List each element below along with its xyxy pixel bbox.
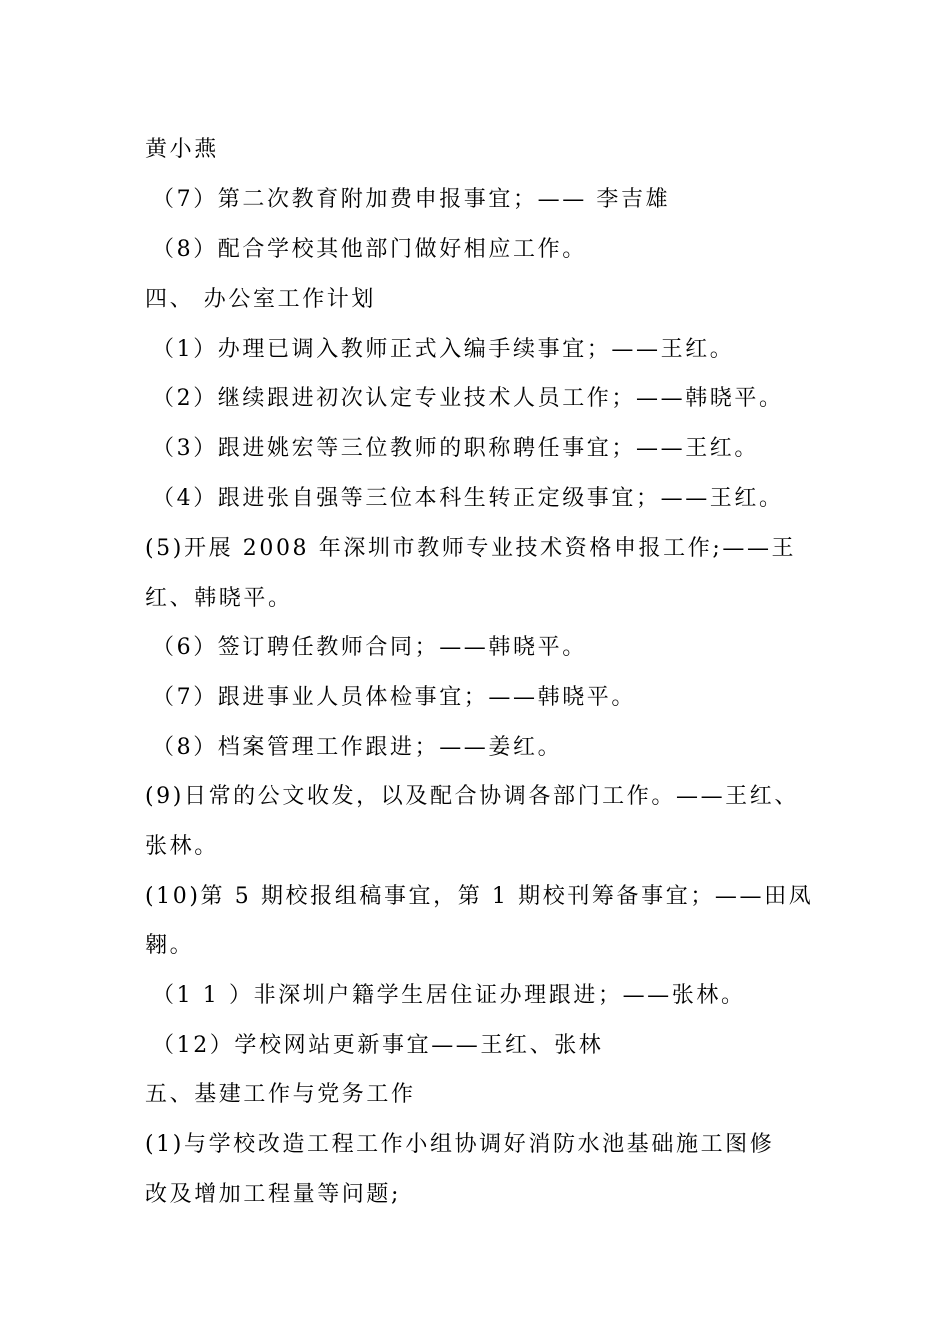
text-line: 红、韩晓平。 xyxy=(145,586,293,611)
text-line: 张林。 xyxy=(145,834,219,859)
text-line: (10)第 5 期校报组稿事宜，第 1 期校刊筹备事宜；——田凤 xyxy=(145,884,814,909)
text-line: (1)与学校改造工程工作小组协调好消防水池基础施工图修 xyxy=(145,1132,775,1157)
text-line: （12）学校网站更新事宜——王红、张林 xyxy=(152,1033,604,1058)
text-line: 改及增加工程量等问题; xyxy=(145,1182,402,1207)
text-line: (5)开展 2008 年深圳市教师专业技术资格申报工作;——王 xyxy=(145,536,797,561)
text-line: 翱。 xyxy=(145,933,195,958)
text-line: （1 1 ）非深圳户籍学生居住证办理跟进；——张林。 xyxy=(152,983,746,1008)
text-line: （7）第二次教育附加费申报事宜；—— 李吉雄 xyxy=(152,187,671,212)
section-heading: 四、 办公室工作计划 xyxy=(145,287,376,312)
text-line: （2）继续跟进初次认定专业技术人员工作；——韩晓平。 xyxy=(152,386,784,411)
text-line: （7）跟进事业人员体检事宜；——韩晓平。 xyxy=(152,685,636,710)
text-line: (9)日常的公文收发，以及配合协调各部门工作。——王红、 xyxy=(145,784,799,809)
text-line: （8）配合学校其他部门做好相应工作。 xyxy=(152,237,587,262)
text-line: （8）档案管理工作跟进；——姜红。 xyxy=(152,735,563,760)
text-line: （6）签订聘任教师合同；——韩晓平。 xyxy=(152,635,587,660)
text-line: （3）跟进姚宏等三位教师的职称聘任事宜；——王红。 xyxy=(152,436,759,461)
text-line: （4）跟进张自强等三位本科生转正定级事宜；——王红。 xyxy=(152,486,784,511)
text-line: 黄小燕 xyxy=(145,137,219,162)
section-heading: 五、基建工作与党务工作 xyxy=(145,1082,416,1107)
text-line: （1）办理已调入教师正式入编手续事宜；——王红。 xyxy=(152,337,735,362)
